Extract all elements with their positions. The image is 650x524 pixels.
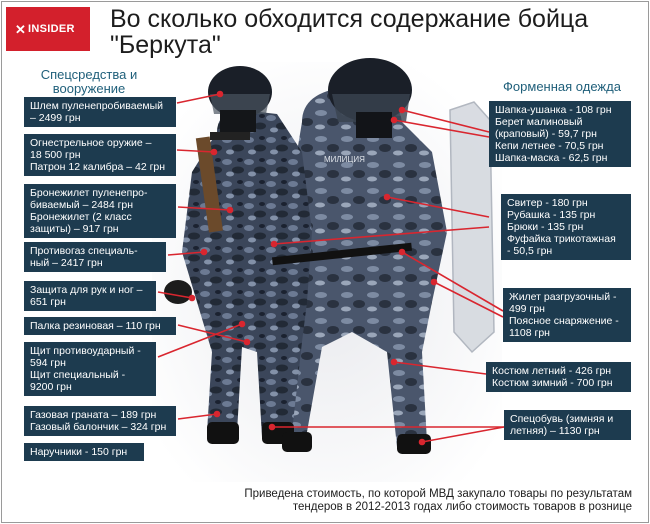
item-suit: [486, 362, 631, 392]
footnote-line: тендеров в 2012-2013 годах либо стоимость товаров в рознице: [292, 501, 632, 513]
item-line: Рубашка - 135 грн: [507, 209, 596, 221]
logo-mark-icon: ✕: [15, 22, 26, 37]
item-line: Газовый балончик – 324 грн: [30, 421, 167, 433]
item-line: 651 грн: [30, 296, 66, 308]
item-line: Костюм летний - 426 грн: [492, 365, 612, 377]
item-line: ный – 2417 грн: [30, 257, 103, 269]
right-section-heading: Форменная одежда: [503, 79, 621, 94]
item-line: Спецобувь (зимняя и: [510, 413, 614, 425]
item-line: Шапка-ушанка - 108 грн: [495, 104, 612, 116]
item-line: Бронежилет (2 класс: [30, 211, 132, 223]
item-line: 1108 грн: [509, 327, 550, 339]
item-vest: [503, 288, 631, 342]
item-headwear: [489, 101, 631, 167]
item-line: Наручники - 150 грн: [30, 446, 128, 458]
item-line: – 2499 грн: [30, 112, 81, 124]
item-line: 499 грн: [509, 303, 545, 315]
infographic: [1, 1, 649, 523]
item-line: Бронежилет пуленепро-: [30, 187, 148, 199]
item-line: 594 грн: [30, 357, 66, 369]
item-handcuffs: [24, 443, 144, 461]
item-line: Противогаз специаль-: [30, 245, 138, 257]
item-line: Свитер - 180 грн: [507, 197, 588, 209]
item-line: Костюм зимний - 700 грн: [492, 377, 613, 389]
item-line: Жилет разгрузочный -: [509, 291, 617, 303]
item-line: Палка резиновая – 110 грн: [30, 320, 161, 332]
item-line: Щит специальный -: [30, 369, 126, 381]
item-line: Огнестрельное оружие –: [30, 137, 152, 149]
item-line: Газовая граната – 189 грн: [30, 409, 157, 421]
item-line: Кепи летнее - 70,5 грн: [495, 140, 604, 152]
item-line: Шапка-маска - 62,5 грн: [495, 152, 608, 164]
page-title: Во сколько обходится содержание бойца "Беркута": [110, 5, 589, 59]
item-line: летняя) – 1130 грн: [510, 425, 600, 437]
item-line: биваемый – 2484 грн: [30, 199, 134, 211]
item-line: Поясное снаряжение -: [509, 315, 619, 327]
item-line: Щит противоударный -: [30, 345, 141, 357]
footnote: [202, 488, 632, 514]
item-line: Патрон 12 калибра – 42 грн: [30, 161, 166, 173]
item-helmet: [24, 97, 176, 127]
item-footwear: [504, 410, 631, 440]
item-line: защиты) – 917 грн: [30, 223, 119, 235]
item-line: Фуфайка трикотажная: [507, 233, 616, 245]
item-firearm: [24, 134, 176, 176]
item-line: - 50,5 грн: [507, 245, 553, 257]
item-clothing: [501, 194, 631, 260]
item-line: (краповый) - 59,7 грн: [495, 128, 597, 140]
left-section-heading: Спецсредства и вооружение: [40, 67, 138, 96]
militia-badge: МИЛИЦИЯ: [324, 155, 365, 164]
item-shield: [24, 342, 156, 396]
item-gas-mask: [24, 242, 166, 272]
footnote-line: Приведена стоимость, по которой МВД закупало товары по результатам: [244, 488, 632, 500]
insider-logo: [6, 7, 90, 51]
item-limb-protection: [24, 281, 156, 311]
item-body-armor: [24, 184, 176, 238]
item-gas-grenade: [24, 406, 176, 436]
item-line: 18 500 грн: [30, 149, 81, 161]
item-line: Берет малиновый: [495, 116, 583, 128]
item-line: 9200 грн: [30, 381, 72, 393]
logo-text: INSIDER: [28, 23, 75, 35]
item-line: Шлем пуленепробиваемый: [30, 100, 164, 112]
item-line: Брюки - 135 грн: [507, 221, 584, 233]
item-baton: [24, 317, 176, 335]
item-line: Защита для рук и ног –: [30, 284, 143, 296]
